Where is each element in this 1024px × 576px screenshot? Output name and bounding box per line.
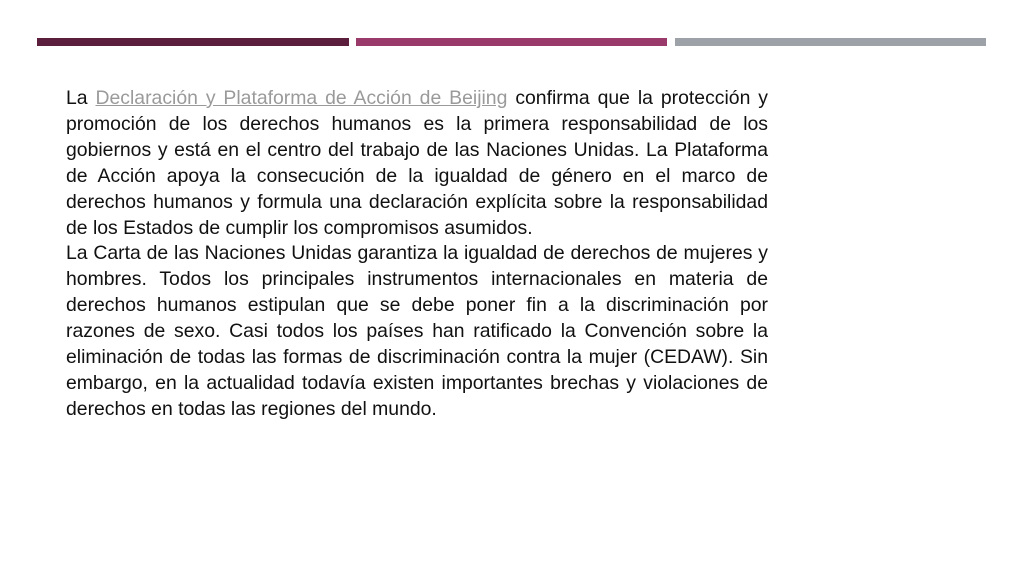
accent-bar-dark — [37, 38, 349, 46]
beijing-declaration-link[interactable]: Declaración y Plataforma de Acción de Beijing — [95, 87, 508, 109]
paragraph-1-lead: La — [66, 87, 96, 109]
accent-bar-gray — [675, 38, 986, 46]
paragraph-1-body: confirma que la protección y promoción de los derechos humanos es la primera responsabilidad de los gobiernos y está en el centro del trabajo de las Naciones Unidas. La Plataforma de Acción apoya la consecución de la igualdad de género en el marco de derechos humanos y formula una declaración explícita sobre la responsabilidad de los Estados de cumplir los compromisos asumidos. — [66, 87, 768, 239]
paragraph-un-charter: La Carta de las Naciones Unidas garantiza la igualdad de derechos de mujeres y hombres. Todos los principales instrumentos internacionales en materia de derechos humanos estipulan que se debe poner fin a la discriminación por razones de sexo. Casi todos los países han ratificado la Convención sobre la eliminación de todas las formas de discriminación contra la mujer (CEDAW). Sin embargo, en la actualidad todavía existen importantes brechas y violaciones de derechos en todas las regiones del mundo. — [66, 242, 768, 420]
paragraph-beijing — [66, 86, 768, 241]
slide-body — [66, 86, 768, 423]
accent-bar-magenta — [356, 38, 667, 46]
